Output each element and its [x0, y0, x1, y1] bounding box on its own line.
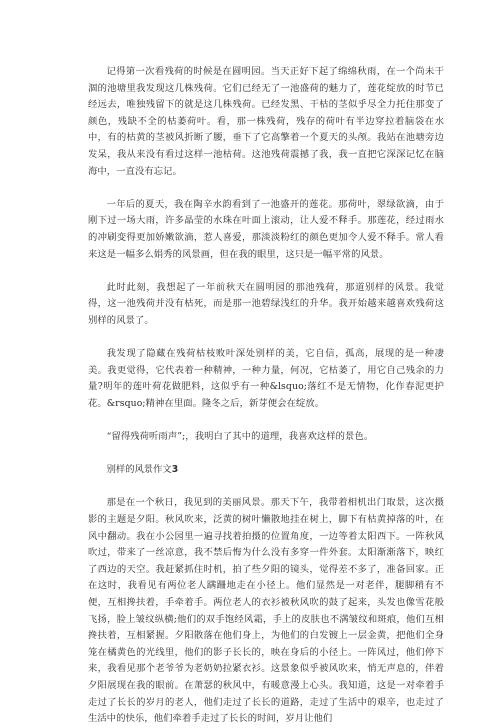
paragraph-6: 那是在一个秋日，我见到的美丽风景。那天下午，我带着相机出门取景，这次摄影的主题是夕阳。秋风吹来，泛黄的树叶懒散地挂在树上，脚下有枯黄掉落的叶，在风中翻动。我在小公园里一遍寻找着拍摄的位置角度，一边等着太阳西下。一阵秋风吹过，带来了一丝凉意，我不禁后悔为什么没有多穿一件外套。太阳渐渐落下，映红了西边的天空。我赶紧抓住时机，拍了些夕阳的镜头，觉得差不多了，准备回家。正在这时，我看见有两位老人蹒跚地走在小径上。他们显然是一对老伴，腿脚稍有不便，互相搀扶着，手牵着手。两位老人的衣衫被秋风吹的鼓了起来，头发也像雪花般飞扬，脸上皱纹纵横;他们的双手饱经风霜，手上的皮肤也不满皱纹和斑痕，他们互相搀扶着，互相紧握。夕阳散落在他们身上，为他们的白发镀上一层金黄，把他们全身笼在橘黄色的光线里，他们的影子长长的，映在身后的小径上。一阵风过，他们停下来，我看见那个老爷爷为老奶奶拉紧衣衫。这景象似乎被风吹来，悄无声息的，伴着夕阳展现在我的眼前。在萧瑟的秋风中，有暖意漫上心头。我知道，这是一对牵着手走过了长长的岁月的老人，他们走过了长长的道路，走过了生活中的艰辛，也走过了生活中的快乐，他们牵着手走过了长长的时间，岁月让他们	[88, 497, 444, 725]
paragraph-spacer	[88, 330, 444, 347]
section-heading-text: 别样的风景作文	[106, 464, 172, 476]
paragraph-spacer	[88, 479, 444, 496]
paragraph-spacer	[88, 412, 444, 429]
paragraph-3: 此时此刻，我想起了一年前秋天在圆明园的那池残荷，那道别样的风景。我觉得，这一池残荷并没有枯死，而是那一池碧绿浅红的升华。我开始越来越喜欢残荷这别样的风景了。	[88, 281, 444, 326]
paragraph-1: 记得第一次看残荷的时候是在圆明园。当天正好下起了绵绵秋雨，在一个尚未干涸的池塘里我发现这几株残荷。它们已经无了一池盛荷的魅力了，莲花绽放的时节已经远去，唯独残留下的就是这几株残荷。已经发黑、干枯的茎似乎尽全力托住那变了颜色，残缺不全的枯萎荷叶。看，那一株残荷，残存的荷叶有半边穿拉着脑袋在水中，有的枯黄的茎被风折断了腰，垂下了它高擎着一个夏天的头颅。我站在池塘旁边发呆，我从来没有看过这样一池枯荷。这池残荷震撼了我，我一直把它深深记忆在脑海中，一直没有忘记。	[88, 66, 444, 177]
document-body	[88, 64, 444, 728]
paragraph-2: 一年后的夏天，我在陶辛水韵看到了一池盛开的莲花。那荷叶，翠绿欲滴，由于刚下过一场大雨，许多晶莹的水珠在叶面上滚动，让人爱不释手。那莲花，经过雨水的冲刷变得更加娇嫩欲滴，惹人喜爱，那淡淡粉红的颜色更加令人爱不释手。常人看来这是一幅多么娟秀的风景画，但在我的眼里，这只是一幅平常的风景。	[88, 198, 444, 260]
paragraph-spacer	[88, 180, 444, 197]
paragraph-4: 我发现了隐藏在残荷枯枝败叶深处别样的美，它自信，孤高，展现的是一种凄美。我更觉得，它代表着一种精神，一种力量，何况，它枯萎了，用它自己残余的力量?明年的莲叶荷花做肥料，这似乎有一种&lsquo;落红不是无情物，化作春泥更护花。&rsquo;精神在里面。隆冬之后，新芽便会在绽放。	[88, 348, 444, 409]
section-heading-number: 3	[171, 464, 179, 476]
paragraph-5: “留得残荷听雨声”;，我明白了其中的道理，我喜欢这样的景色。	[106, 431, 374, 443]
paragraph-spacer	[88, 263, 444, 280]
paragraph-spacer	[88, 446, 444, 463]
section-heading	[88, 462, 444, 479]
